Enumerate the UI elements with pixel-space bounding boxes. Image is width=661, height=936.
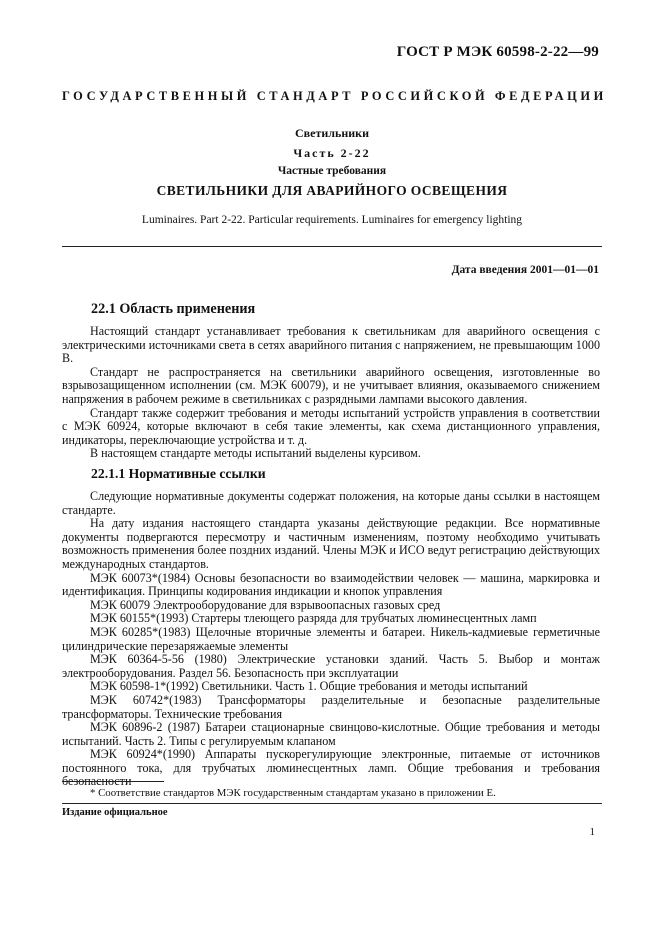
title-part: Часть 2-22 [293, 146, 371, 160]
paragraph: Следующие нормативные документы содержат положения, на которые даны ссылки в настоящем стандарте. [62, 489, 600, 517]
reference-item: МЭК 60896-2 (1987) Батареи стационарные свинцово-кислотные. Общие требования и методы испытаний. Часть 2. Типы с регулируемым клапаном [62, 720, 600, 748]
reference-item: МЭК 60364-5-56 (1980) Электрические установки зданий. Часть 5. Выбор и монтаж электрооборудования. Раздел 56. Безопасность при эксплуатации [62, 652, 600, 680]
paragraph: В настоящем стандарте методы испытаний выделены курсивом. [90, 446, 421, 461]
paragraph: Настоящий стандарт устанавливает требования к светильникам для аварийного освещения с электрическими источниками света в сетях аварийного питания с напряжением, не превышающим 1000 В. [62, 324, 600, 366]
reference-item: МЭК 60079 Электрооборудование для взрывоопасных газовых сред [90, 597, 441, 612]
official-edition-label: Издание официальное [62, 807, 168, 818]
title-subtitle: Частные требования [277, 165, 387, 177]
introduction-date: Дата введения 2001—01—01 [451, 264, 599, 276]
footnote: * Соответствие стандартов МЭК государственным стандартам указано в приложении Е. [90, 787, 496, 799]
title-series: Светильники [294, 126, 369, 140]
footer-divider [62, 803, 602, 804]
page-number: 1 [589, 826, 595, 838]
section-heading-references: 22.1.1 Нормативные ссылки [91, 466, 266, 481]
section-body-scope [62, 325, 600, 461]
title-english: Luminaires. Part 2-22. Particular requirements. Luminaires for emergency lighting [141, 214, 523, 226]
document-code: ГОСТ Р МЭК 60598-2-22—99 [396, 44, 599, 60]
state-standard-heading: ГОСУДАРСТВЕННЫЙ СТАНДАРТ РОССИЙСКОЙ ФЕДЕРАЦИИ [62, 89, 607, 103]
paragraph: Стандарт также содержит требования и методы испытаний устройств управления в соответствии с МЭК 60924, которые включают в себя такие элементы, как схема дистанционного управления, индикаторы, переключающие устройства и т. д. [62, 405, 600, 447]
title-main: СВЕТИЛЬНИКИ ДЛЯ АВАРИЙНОГО ОСВЕЩЕНИЯ [156, 183, 508, 198]
reference-item: МЭК 60073*(1984) Основы безопасности во взаимодействии человек — машина, маркировка и идентификация. Принципы кодирования индикации и кнопок управления [62, 570, 600, 599]
section-heading-scope: 22.1 Область применения [91, 301, 256, 317]
reference-item: МЭК 60742*(1983) Трансформаторы разделительные и безопасные разделительные трансформаторы. Технические требования [62, 692, 600, 721]
section-body-references [62, 490, 600, 789]
paragraph: На дату издания настоящего стандарта указаны действующие редакции. Все нормативные документы подвергаются пересмотру и частичным изменениям, поэтому необходимо учитывать возможность применения более поздних изданий. Члены МЭК и ИСО ведут регистрацию действующих международных стандартов. [62, 516, 600, 571]
title-divider [62, 246, 602, 247]
reference-item: МЭК 60598-1*(1992) Светильники. Часть 1. Общие требования и методы испытаний [90, 679, 528, 694]
reference-item: МЭК 60285*(1983) Щелочные вторичные элементы и батареи. Никель-кадмиевые герметичные цилиндрические перезаряжаемые элементы [62, 624, 600, 653]
footnote-divider [62, 781, 164, 782]
reference-item: МЭК 60155*(1993) Стартеры тлеющего разряда для трубчатых люминесцентных ламп [90, 611, 537, 626]
reference-item: МЭК 60924*(1990) Аппараты пускорегулирующие электронные, питаемые от источников постоянного тока, для трубчатых люминесцентных ламп. Общие требования и требования безопасности [62, 747, 600, 789]
paragraph: Стандарт не распространяется на светильники аварийного освещения, изготовленные во взрывозащищенном исполнении (см. МЭК 60079), и не учитывает влияния, оказываемого снижением напряжения в рабочем режиме в светильниках с разрядными лампами высокого давления. [62, 364, 600, 406]
